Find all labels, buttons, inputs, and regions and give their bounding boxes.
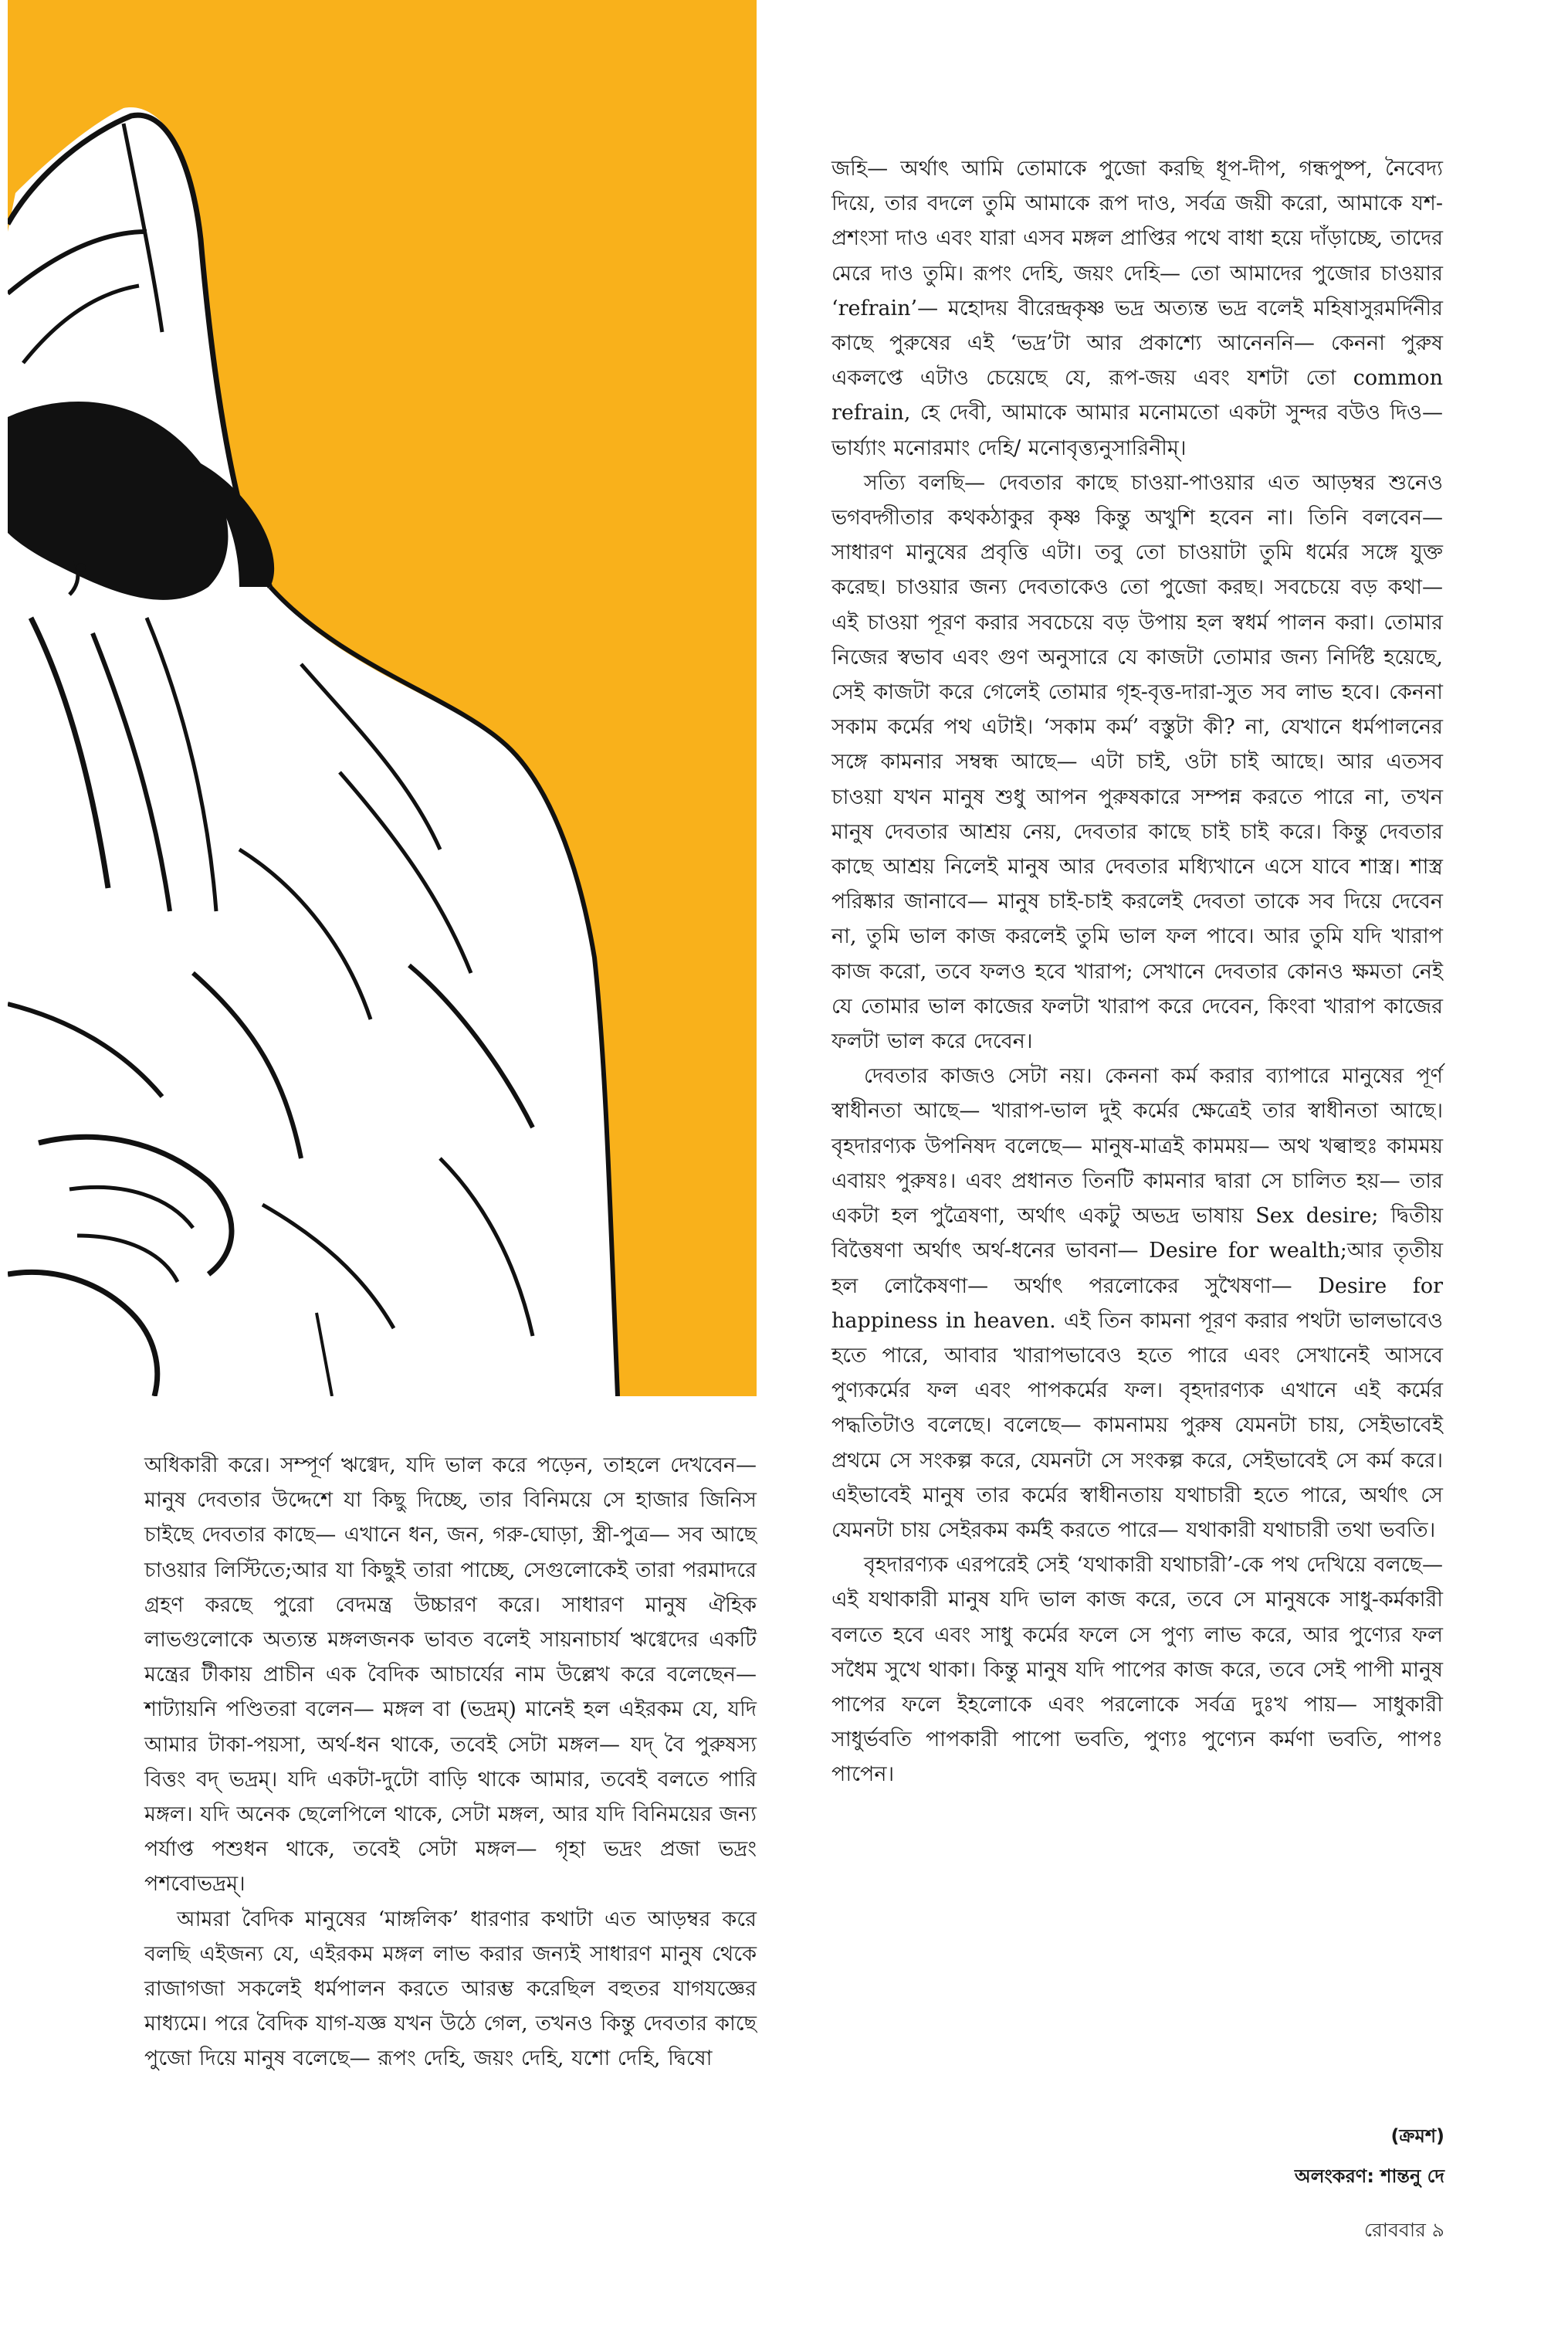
right-paragraph-1: জহি— অর্থাৎ আমি তোমাকে পুজো করছি ধূপ-দীপ, গন্ধপুষ্প, নৈবেদ্য দিয়ে, তার বদলে তুমি আমাকে রূপ দাও, সর্বত্র জয়ী করো, আমাকে যশ-প্রশংসা দাও এবং যারা এসব মঙ্গল প্রাপ্তির পথে বাধা হয়ে দাঁড়াচ্ছে, তাদের মেরে দাও তুমি। রূপং দেহি, জয়ং দেহি— তো আমাদের পুজোর চাওয়ার ‘refrain’— মহোদয় বীরেন্দ্রকৃষ্ণ ভদ্র অত্যন্ত ভদ্র বলেই মহিষাসুরমর্দিনীর কাছে পুরুষের এই ‘ভদ্র’টা আর প্রকাশ্যে আনেননি— কেননা পুরুষ একলপ্তে এটাও চেয়েছে যে, রূপ-জয় এবং যশটা তো common refrain, হে দেবী, আমাকে আমার মনোমতো একটা সুন্দর বউও দিও— ভার্য্যাং মনোরমাং দেহি/ মনোবৃত্ত্যনুসারিনীম্। — [831, 157, 1443, 460]
left-paragraph-2: আমরা বৈদিক মানুষের ‘মাঙ্গলিক’ ধারণার কথাটা এত আড়ম্বর করে বলছি এইজন্য যে, এইরকম মঙ্গল লাভ করার জন্যই সাধারণ মানুষ থেকে রাজাগজা সকলেই ধর্মপালন করতে আরম্ভ করেছিল বহুতর যাগযজ্ঞের মাধ্যমে। পরে বৈদিক যাগ-যজ্ঞ যখন উঠে গেল, তখনও কিন্তু দেবতার কাছে পুজো দিয়ে মানুষ বলেছে— রূপং দেহি, জয়ং দেহি, যশো দেহি, দ্বিষো — [144, 1907, 757, 2071]
ink-figure-illustration-icon — [8, 0, 757, 1396]
left-text-column — [144, 1448, 757, 2077]
illustration — [8, 0, 757, 1396]
right-paragraph-3: দেবতার কাজও সেটা নয়। কেননা কর্ম করার ব্যাপারে মানুষের পূর্ণ স্বাধীনতা আছে— খারাপ-ভাল দুই কর্মের ক্ষেত্রেই তার স্বাধীনতা আছে। বৃহদারণ্যক উপনিষদ বলেছে— মানুষ-মাত্রই কামময়— অথ খল্বাহুঃ কামময় এবায়ং পুরুষঃ। এবং প্রধানত তিনটি কামনার দ্বারা সে চালিত হয়— তার একটা হল পুত্রৈষণা, অর্থাৎ একটু অভদ্র ভাষায় Sex desire; দ্বিতীয় বিত্তৈষণা অর্থাৎ অর্থ-ধনের ভাবনা— Desire for wealth;আর তৃতীয় হল লোকৈষণা— অর্থাৎ পরলোকের সুখৈষণা— Desire for happiness in heaven. এই তিন কামনা পূরণ করার পথটা ভালভাবেও হতে পারে, আবার খারাপভাবেও হতে পারে এবং সেখানেই আসবে পুণ্যকর্মের ফল এবং পাপকর্মের ফল। বৃহদারণ্যক এখানে এই কর্মের পদ্ধতিটাও বলেছে। বলেছে— কামনাময় পুরুষ যেমনটা চায়, সেইভাবেই প্রথমে সে সংকল্প করে, যেমনটা সে সংকল্প করে, সেইভাবেই সে কর্ম করে। এইভাবেই মানুষ তার কর্মের স্বাধীনতায় যথাচারী হতে পারে, অর্থাৎ সে যেমনটা চায় সেইরকম কর্মই করতে পারে— যথাকারী যথাচারী তথা ভবতি। — [831, 1064, 1443, 1542]
left-paragraph-1: অধিকারী করে। সম্পূর্ণ ঋগ্বেদ, যদি ভাল করে পড়েন, তাহলে দেখবেন— মানুষ দেবতার উদ্দেশে যা কিছু দিচ্ছে, তার বিনিময়ে সে হাজার জিনিস চাইছে দেবতার কাছে— এখানে ধন, জন, গরু-ঘোড়া, স্ত্রী-পুত্র— সব আছে চাওয়ার লিস্টিতে;আর যা কিছুই তারা পাচ্ছে, সেগুলোকেই তারা পরমাদরে গ্রহণ করছে পুরো বেদমন্ত্র উচ্চারণ করে। সাধারণ মানুষ ঐহিক লাভগুলোকে অত্যন্ত মঙ্গলজনক ভাবত বলেই সায়নাচার্য ঋগ্বেদের একটি মন্ত্রের টীকায় প্রাচীন এক বৈদিক আচার্যের নাম উল্লেখ করে বলেছেন— শাট্যায়নি পণ্ডিতরা বলেন— মঙ্গল বা (ভদ্রম্) মানেই হল এইরকম যে, যদি আমার টাকা-পয়সা, অর্থ-ধন থাকে, তবেই সেটা মঙ্গল— যদ্ বৈ পুরুষস্য বিত্তং বদ্ ভদ্রম্। যদি একটা-দুটো বাড়ি থাকে আমার, তবেই বলতে পারি মঙ্গল। যদি অনেক ছেলেপিলে থাকে, সেটা মঙ্গল, আর যদি বিনিময়ের জন্য পর্যাপ্ত পশুধন থাকে, তবেই সেটা মঙ্গল— গৃহা ভদ্রং প্রজা ভদ্রং পশবোভদ্রম্। — [144, 1453, 757, 1897]
right-text-column — [831, 151, 1443, 1792]
page-folio: রোববার ৯ — [1363, 2219, 1444, 2241]
illustration-credit: অলংকরণ: শান্তনু দে — [1294, 2165, 1444, 2187]
right-paragraph-2: সত্যি বলছি— দেবতার কাছে চাওয়া-পাওয়ার এত আড়ম্বর শুনেও ভগবদ্গীতার কথকঠাকুর কৃষ্ণ কিন্তু অখুশি হবেন না। তিনি বলবেন— সাধারণ মানুষের প্রবৃত্তি এটা। তবু তো চাওয়াটা তুমি ধর্মের সঙ্গে যুক্ত করেছ। চাওয়ার জন্য দেবতাকেও তো পুজো করছ। সবচেয়ে বড় কথা— এই চাওয়া পূরণ করার সবচেয়ে বড় উপায় হল স্বধর্ম পালন করা। তোমার নিজের স্বভাব এবং গুণ অনুসারে যে কাজটা তোমার জন্য নির্দিষ্ট হয়েছে, সেই কাজটা করে গেলেই তোমার গৃহ-বৃত্ত-দারা-সুত সব লাভ হবে। কেননা সকাম কর্মের পথ এটাই। ‘সকাম কর্ম’ বস্তুটা কী? না, যেখানে ধর্মপালনের সঙ্গে কামনার সম্বন্ধ আছে— এটা চাই, ওটা চাই আছে। আর এতসব চাওয়া যখন মানুষ শুধু আপন পুরুষকারে সম্পন্ন করতে পারে না, তখন মানুষ দেবতার আশ্রয় নেয়, দেবতার কাছে চাই চাই করে। কিন্তু দেবতার কাছে আশ্রয় নিলেই মানুষ আর দেবতার মধ্যিখানে এসে যাবে শাস্ত্র। শাস্ত্র পরিষ্কার জানাবে— মানুষ চাই-চাই করলেই দেবতা তাকে সব দিয়ে দেবেন না, তুমি ভাল কাজ করলেই তুমি ভাল ফল পাবে। আর তুমি যদি খারাপ কাজ করো, তবে ফলও হবে খারাপ; সেখানে দেবতার কোনও ক্ষমতা নেই যে তোমার ভাল কাজের ফলটা খারাপ করে দেবেন, কিংবা খারাপ কাজের ফলটা ভাল করে দেবেন। — [831, 470, 1443, 1054]
to-be-continued-note: (ক্রমশ) — [1390, 2125, 1444, 2147]
right-paragraph-4: বৃহদারণ্যক এরপরেই সেই ‘যথাকারী যথাচারী’-কে পথ দেখিয়ে বলছে— এই যথাকারী মানুষ যদি ভাল কাজ করে, তবে সে মানুষকে সাধু-কর্মকারী বলতে হবে এবং সাধু কর্মের ফলে সে পুণ্য লাভ করে, আর পুণ্যের ফল সধৈম সুখে থাকা। কিন্তু মানুষ যদি পাপের কাজ করে, তবে সেই পাপী মানুষ পাপের ফলে ইহলোকে এবং পরলোকে সর্বত্র দুঃখ পায়— সাধুকারী সাধুর্ভবতি পাপকারী পাপো ভবতি, পুণ্যঃ পুণ্যেন কর্মণা ভবতি, পাপঃ পাপেন। — [831, 1553, 1443, 1787]
